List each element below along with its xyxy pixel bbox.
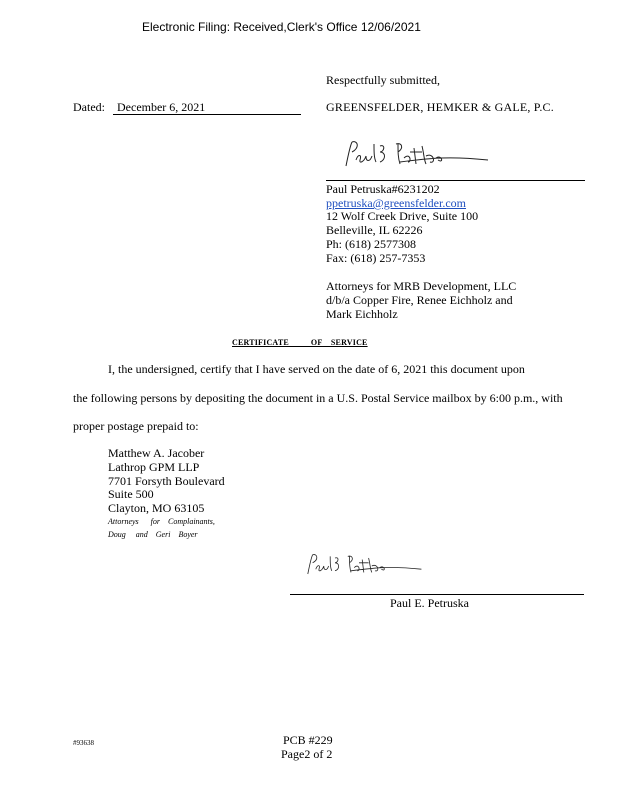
signer-signature [303, 548, 423, 584]
attorney-signature [340, 138, 490, 174]
certificate-heading: CERTIFICATE OF SERVICE [232, 338, 368, 347]
firm-name: GREENSFELDER, HEMKER & GALE, P.C. [326, 100, 554, 114]
attorney-address-line1: 12 Wolf Creek Drive, Suite 100 [326, 209, 479, 223]
attorney-email-link[interactable]: ppetruska@greensfelder.com [326, 196, 466, 210]
attorney-name: Paul Petruska#6231202 [326, 182, 440, 196]
respectfully-submitted: Respectfully submitted, [326, 73, 440, 87]
recipient-suite: Suite 500 [108, 487, 154, 501]
signer-signature-line [290, 594, 584, 595]
recipient-city: Clayton, MO 63105 [108, 501, 205, 515]
page-number: Page2 of 2 [281, 747, 333, 761]
attorney-address-line2: Belleville, IL 62226 [326, 223, 423, 237]
dated-value: December 6, 2021 [113, 100, 301, 115]
certificate-line3: proper postage prepaid to: [73, 419, 199, 433]
signature-line [326, 180, 585, 181]
recipient-note-line1: Attorneys for Complainants, [108, 517, 215, 526]
recipient-name: Matthew A. Jacober [108, 446, 205, 460]
dated-label: Dated: [73, 100, 105, 114]
attorney-fax: Fax: (618) 257-7353 [326, 251, 426, 265]
attorney-phone: Ph: (618) 2577308 [326, 237, 416, 251]
signer-name: Paul E. Petruska [390, 596, 469, 610]
filing-header: Electronic Filing: Received,Clerk's Office 12/06/2021 [142, 20, 421, 34]
attorney-role-line3: Mark Eichholz [326, 307, 398, 321]
recipient-firm: Lathrop GPM LLP [108, 460, 200, 474]
recipient-street: 7701 Forsyth Boulevard [108, 474, 225, 488]
certificate-line1: I, the undersigned, certify that I have served on the date of 6, 2021 this document upon [108, 362, 525, 376]
attorney-role-line2: d/b/a Copper Fire, Renee Eichholz and [326, 293, 513, 307]
recipient-note-line2: Doug and Geri Boyer [108, 530, 198, 539]
attorney-role-line1: Attorneys for MRB Development, LLC [326, 279, 517, 293]
document-number: #93638 [73, 739, 94, 747]
certificate-line2: the following persons by depositing the document in a U.S. Postal Service mailbox by 6:00 p.m., with [73, 391, 563, 405]
case-number: PCB #229 [283, 733, 333, 747]
